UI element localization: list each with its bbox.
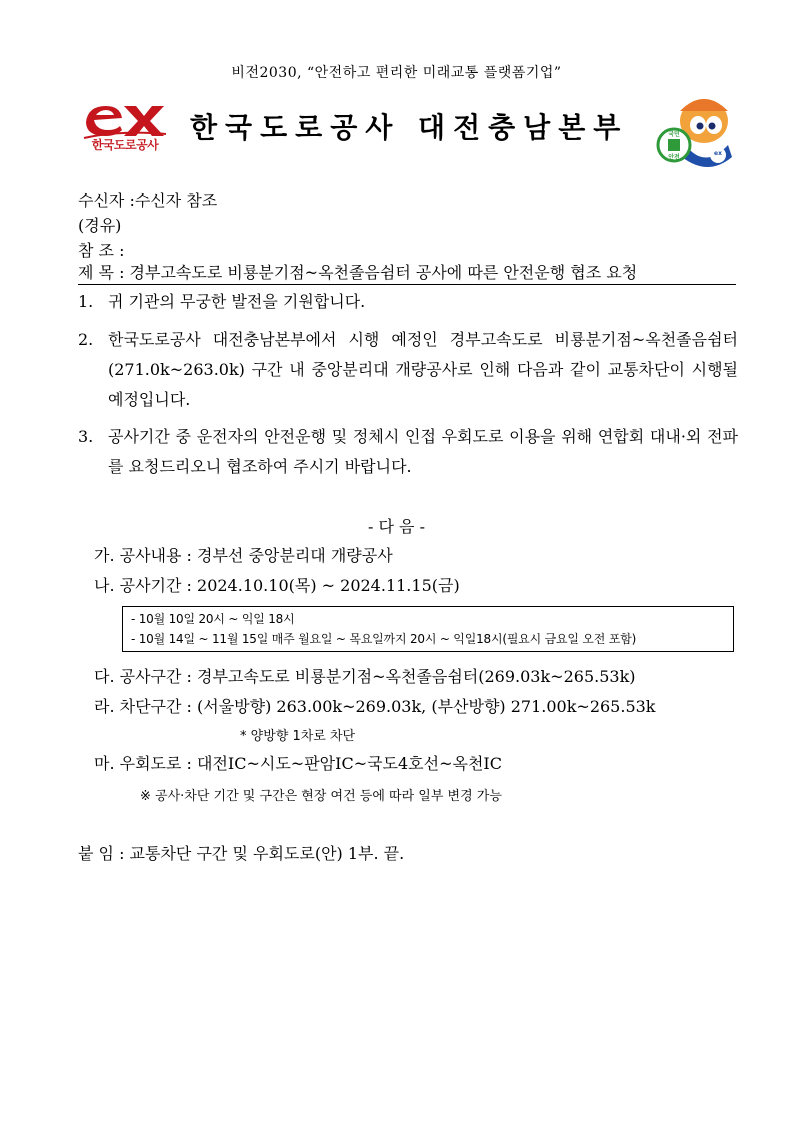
paragraph-3-number: 3. — [78, 427, 94, 446]
paragraph-2-text: 한국도로공사 대전충남본부에서 시행 예정인 경부고속도로 비룡분기점~옥천졸음쉼터(271.0k~263.0k) 구간 내 중앙분리대 개량공사로 인해 다음과 같이 교통차단이 시행될 예정입니다. — [108, 330, 738, 409]
detail-na: 나. 공사기간 : 2024.10.10(목) ~ 2024.11.15(금) — [94, 576, 460, 595]
attachment: 붙 임 : 교통차단 구간 및 우회도로(안) 1부. 끝. — [78, 844, 405, 863]
paragraph-3-text: 공사기간 중 운전자의 안전운행 및 정체시 인접 우회도로 이용을 위해 연합회 대내·외 전파를 요청드리오니 협조하여 주시기 바랍니다. — [108, 427, 738, 476]
recipient-ref: 참 조 : — [78, 241, 125, 260]
slogan: 비전2030, “안전하고 편리한 미래교통 플랫폼기업” — [231, 65, 562, 81]
org-title: 한국도로공사 대전충남본부 — [190, 111, 629, 144]
recipient-via: (경유) — [78, 216, 122, 235]
mascot-badge-bottom: 안전 — [668, 154, 680, 161]
detail-ma: 마. 우회도로 : 대전IC~시도~판암IC~국도4호선~옥천IC — [94, 754, 502, 773]
change-notice: ※ 공사·차단 기간 및 구간은 현장 여건 등에 따라 일부 변경 가능 — [140, 789, 502, 804]
paragraph-2-number: 2. — [78, 330, 94, 349]
schedule-box — [122, 606, 734, 652]
recipient-to: 수신자 :수신자 참조 — [78, 191, 218, 210]
detail-ra: 라. 차단구간 : (서울방향) 263.00k~269.03k, (부산방향) 271.00k~265.53k — [94, 697, 656, 716]
mascot-badge-top: 국민 — [668, 131, 680, 138]
detail-ra-note: * 양방향 1차로 차단 — [240, 729, 356, 744]
schedule-line-2: - 10월 14일 ~ 11월 15일 매주 월요일 ~ 목요일까지 20시 ~ 익일18시(필요시 금요일 오전 포함) — [131, 632, 637, 646]
logo-text: 한국도로공사 — [91, 138, 159, 152]
details-heading: - 다 음 - — [368, 517, 425, 536]
paragraph-2 — [78, 325, 738, 415]
paragraph-1-number: 1. — [78, 292, 94, 311]
subject-divider — [78, 284, 736, 285]
paragraph-1 — [78, 287, 738, 317]
schedule-line-1: - 10월 10일 20시 ~ 익일 18시 — [131, 612, 295, 626]
detail-ga: 가. 공사내용 : 경부선 중앙분리대 개량공사 — [94, 546, 393, 565]
paragraph-1-text: 귀 기관의 무궁한 발전을 기원합니다. — [108, 292, 366, 311]
detail-da: 다. 공사구간 : 경부고속도로 비룡분기점~옥천졸음쉼터(269.03k~265.53k) — [94, 667, 636, 686]
mascot-cap-text: ex — [714, 150, 722, 157]
subject: 제 목 : 경부고속도로 비룡분기점~옥천졸음쉼터 공사에 따른 안전운행 협조 요청 — [78, 263, 638, 282]
paragraph-3 — [78, 422, 738, 482]
